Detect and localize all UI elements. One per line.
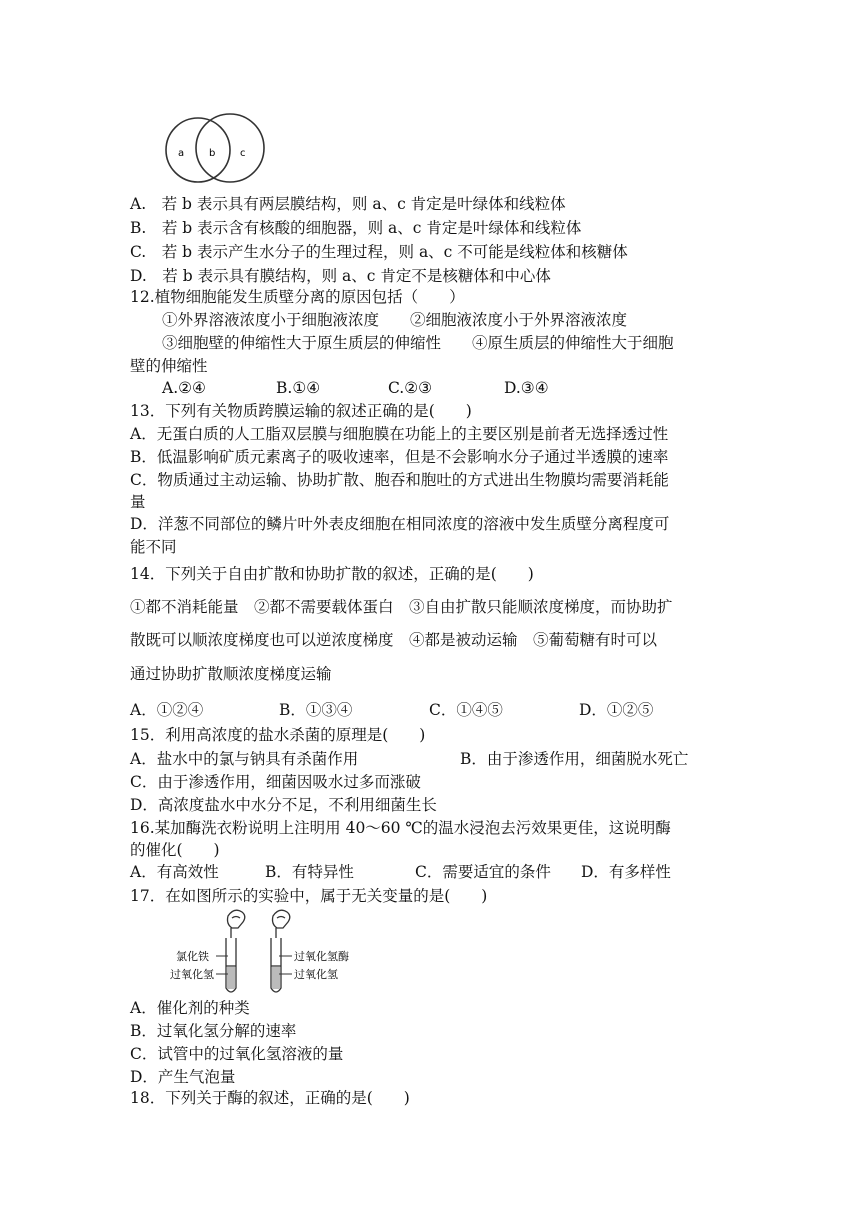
label-hydrogen-peroxide-left: 过氧化氢: [170, 968, 214, 981]
q13-option-d-cont: 能不同: [130, 538, 177, 556]
q13-option-d: D．洋葱不同部位的鳞片叶外表皮细胞在相同浓度的溶液中发生质壁分离程度可: [130, 515, 670, 533]
q12-option-b: B.①④: [276, 379, 321, 397]
q11-option-d: D. 若 b 表示具有膜结构，则 a、c 肯定不是核糖体和中心体: [130, 267, 551, 285]
q12-item1: ①外界溶液浓度小于细胞液浓度 ②细胞液浓度小于外界溶液浓度: [162, 311, 628, 329]
q15-option-c: C．由于渗透作用，细菌因吸水过多而涨破: [130, 773, 421, 791]
q17-option-c: C．试管中的过氧化氢溶液的量: [130, 1045, 344, 1063]
q17-option-d: D．产生气泡量: [130, 1068, 236, 1086]
q16-stem: 16.某加酶洗衣粉说明上注明用 40～60 ℃的温水浸泡去污效果更佳，这说明酶: [130, 819, 671, 837]
q17-option-a: A．催化剂的种类: [130, 999, 250, 1017]
q14-option-b: B．①③④: [279, 701, 353, 719]
label-hydrogen-peroxide-right: 过氧化氢: [294, 968, 338, 981]
q16-stem-cont: 的催化( ): [130, 841, 220, 859]
right-tube-liquid: [272, 967, 280, 989]
q15-option-a: A．盐水中的氯与钠具有杀菌作用: [130, 750, 359, 768]
q15-option-d: D．高浓度盐水中水分不足，不利用细菌生长: [130, 796, 437, 814]
venn-diagram: [160, 108, 270, 188]
q17-stem: 17．在如图所示的实验中，属于无关变量的是( ): [130, 887, 488, 905]
q12-stem: 12.植物细胞能发生质壁分离的原因包括（ ）: [130, 288, 465, 306]
q18-stem: 18．下列关于酶的叙述，正确的是( ): [130, 1089, 410, 1107]
q15-option-b: B．由于渗透作用，细菌脱水死亡: [460, 750, 689, 768]
q15-stem: 15．利用高浓度的盐水杀菌的原理是( ): [130, 726, 426, 744]
q12-option-a: A.②④: [162, 379, 206, 397]
venn-label-c: c: [240, 148, 246, 159]
q12-item2: ③细胞壁的伸缩性大于原生质层的伸缩性 ④原生质层的伸缩性大于细胞: [162, 334, 674, 352]
q12-item2-cont: 壁的伸缩性: [130, 357, 208, 375]
q16-option-b: B．有特异性: [265, 863, 354, 881]
venn-label-b: b: [209, 148, 216, 159]
q14-stem: 14．下列关于自由扩散和协助扩散的叙述，正确的是( ): [130, 565, 534, 583]
venn-label-a: a: [178, 148, 185, 159]
q14-line3: 通过协助扩散顺浓度梯度运输: [130, 665, 332, 683]
q14-option-a: A．①②④: [130, 701, 204, 719]
q16-option-d: D．有多样性: [581, 863, 671, 881]
venn-circle-left: [166, 118, 230, 182]
label-catalase: 过氧化氢酶: [294, 950, 349, 963]
q13-option-c: C．物质通过主动运输、协助扩散、胞吞和胞吐的方式进出生物膜均需要消耗能: [130, 471, 669, 489]
left-dropper-hand: [228, 910, 245, 938]
q14-line1: ①都不消耗能量 ②都不需要载体蛋白 ③自由扩散只能顺浓度梯度，而协助扩: [130, 598, 673, 616]
q11-option-a: A. 若 b 表示具有两层膜结构，则 a、c 肯定是叶绿体和线粒体: [130, 195, 566, 213]
q13-option-c-cont: 量: [130, 493, 146, 511]
q13-stem: 13．下列有关物质跨膜运输的叙述正确的是( ): [130, 402, 472, 420]
q14-option-c: C．①④⑤: [429, 701, 503, 719]
q11-option-c: C. 若 b 表示产生水分子的生理过程，则 a、c 不可能是线粒体和核糖体: [130, 243, 628, 261]
q14-option-d: D．①②⑤: [579, 701, 654, 719]
q16-option-c: C．需要适宜的条件: [415, 863, 551, 881]
q17-option-b: B．过氧化氢分解的速率: [130, 1022, 297, 1040]
label-ferric-chloride: 氯化铁: [176, 950, 209, 963]
q13-option-b: B．低温影响矿质元素离子的吸收速率，但是不会影响水分子通过半透膜的速率: [130, 448, 669, 466]
q14-line2: 散既可以顺浓度梯度也可以逆浓度梯度 ④都是被动运输 ⑤葡萄糖有时可以: [130, 631, 658, 649]
right-dropper-hand: [273, 910, 290, 938]
q12-option-c: C.②③: [388, 379, 433, 397]
q16-option-a: A．有高效性: [130, 863, 219, 881]
q12-option-d: D.③④: [504, 379, 549, 397]
test-tube-diagram: [170, 906, 370, 996]
left-tube-liquid: [227, 967, 235, 989]
q13-option-a: A．无蛋白质的人工脂双层膜与细胞膜在功能上的主要区别是前者无选择透过性: [130, 425, 669, 443]
q11-option-b: B. 若 b 表示含有核酸的细胞器，则 a、c 肯定是叶绿体和线粒体: [130, 219, 582, 237]
